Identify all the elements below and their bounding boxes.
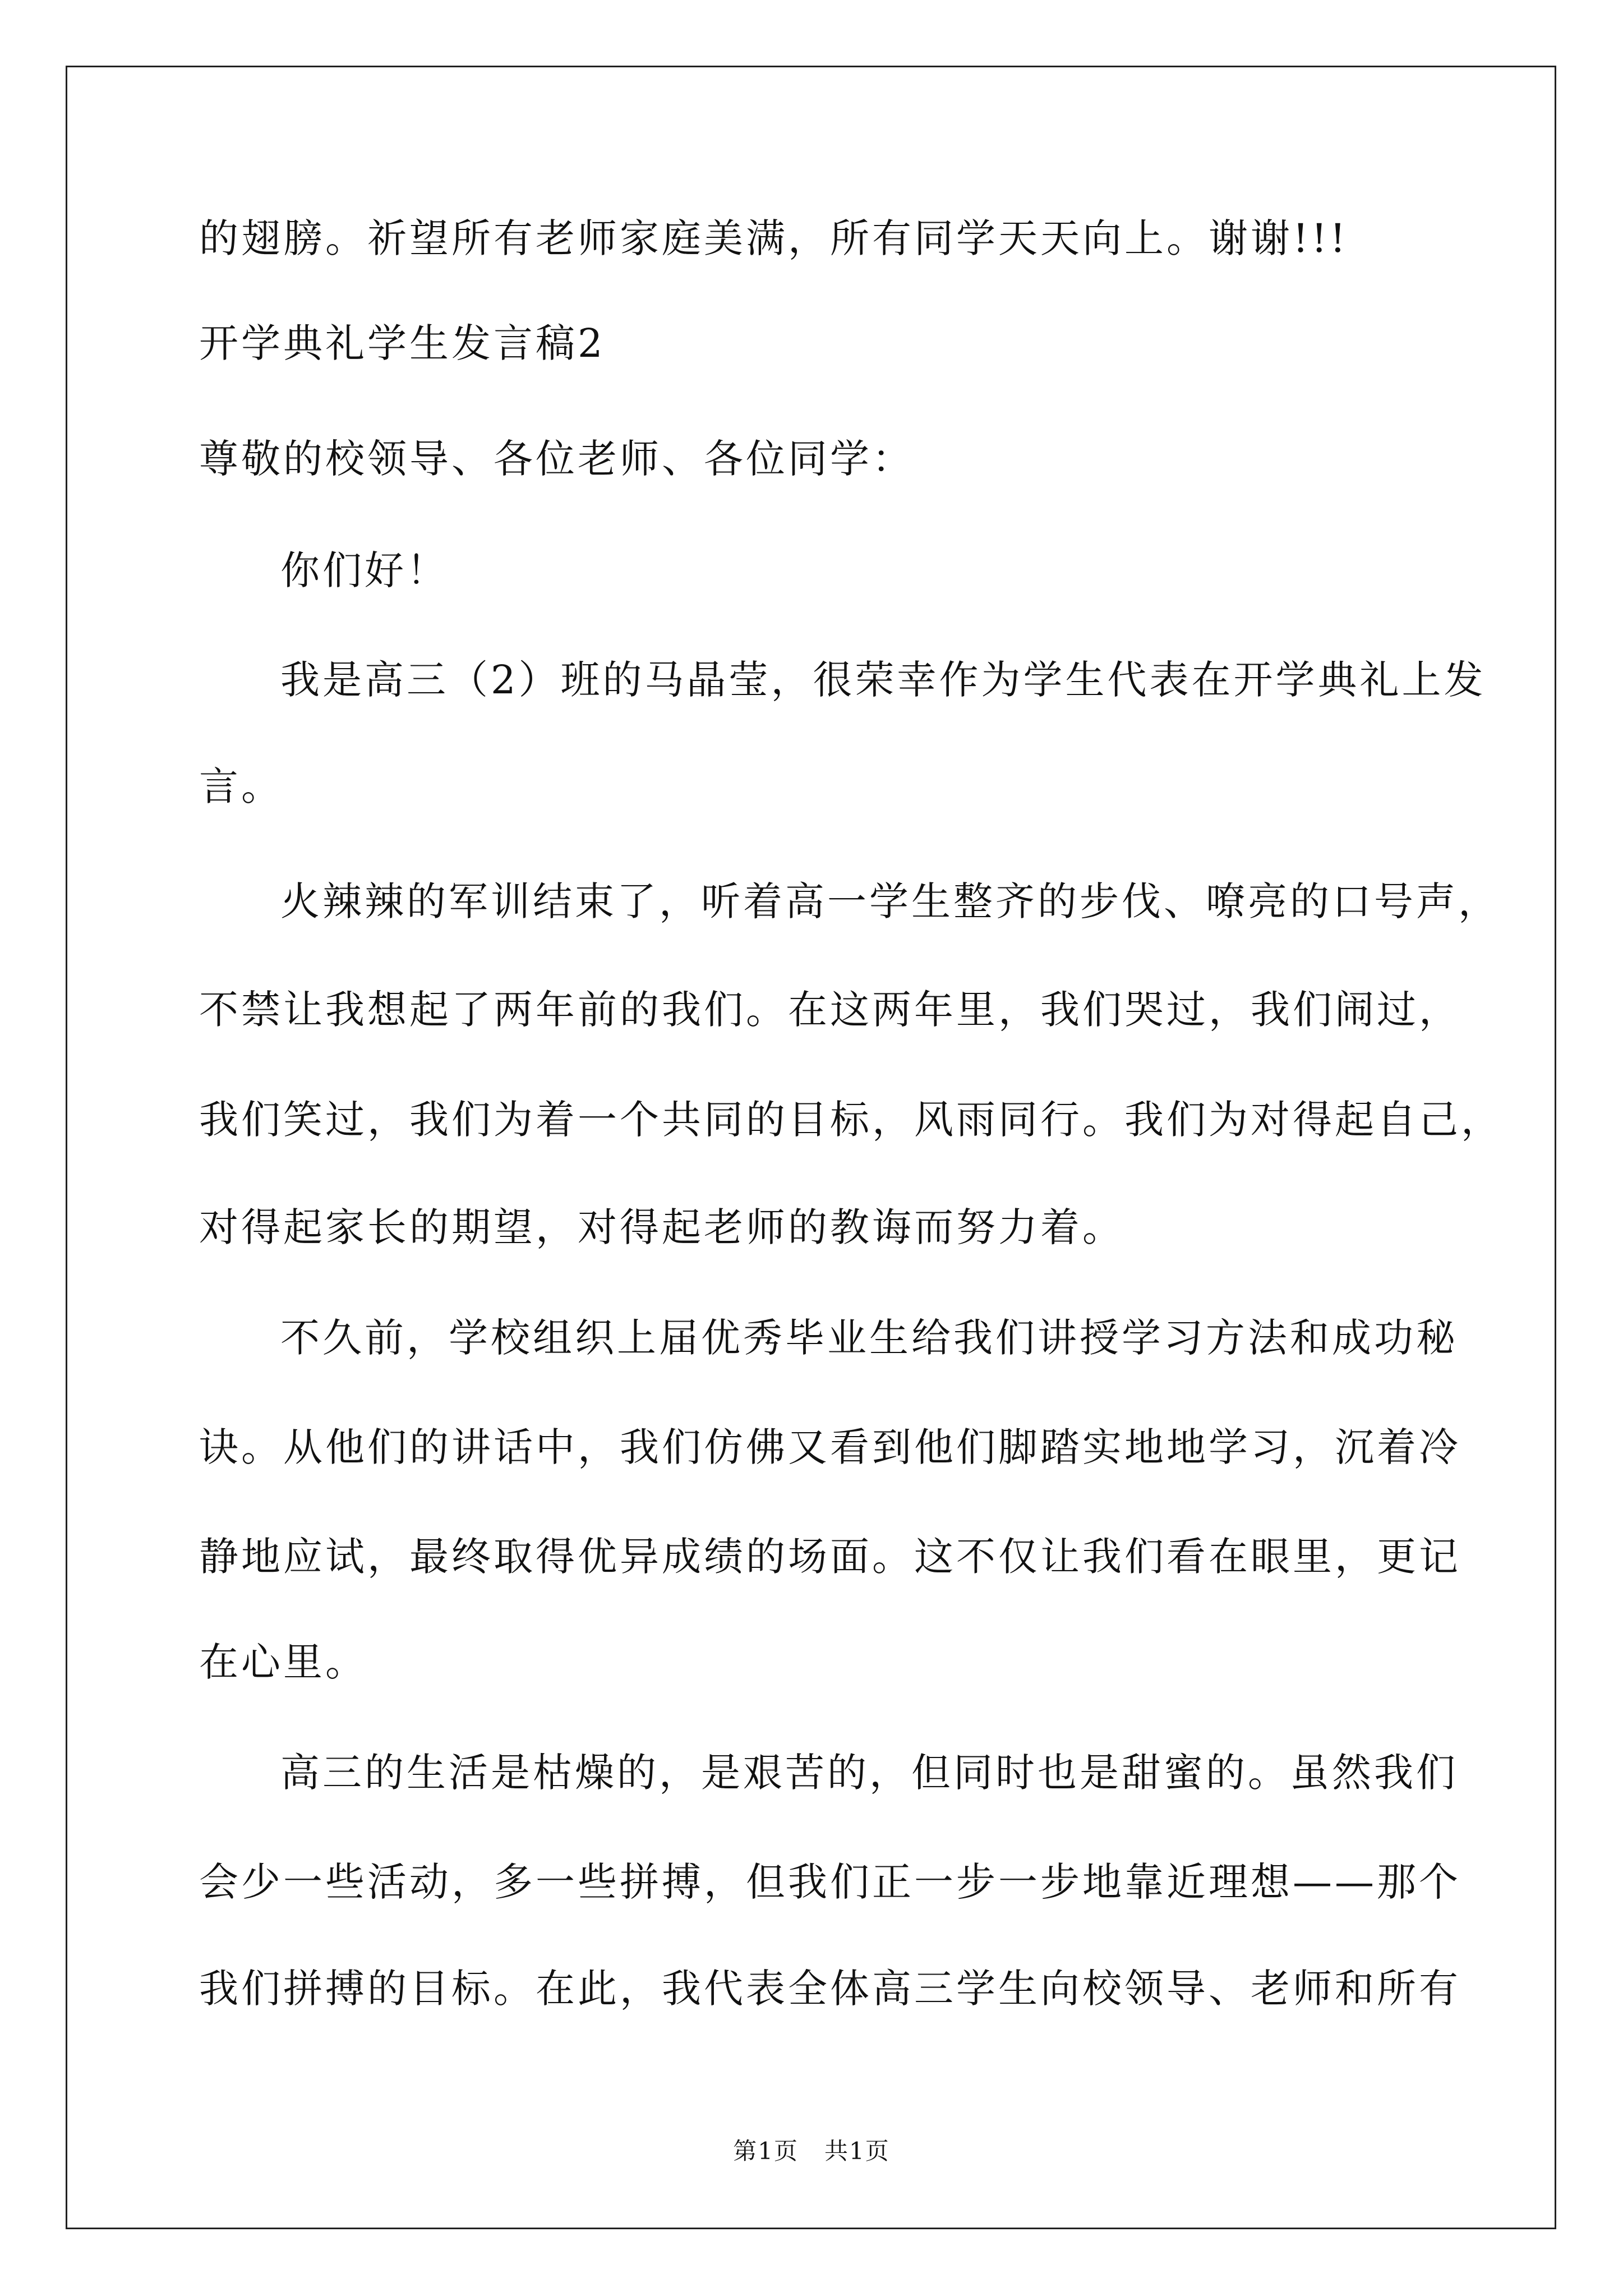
paragraph-line: 在心里。 bbox=[199, 1639, 367, 1685]
greeting: 你们好！ bbox=[280, 547, 449, 593]
paragraph-line: 高三的生活是枯燥的，是艰苦的，但同时也是甜蜜的。虽然我们 bbox=[280, 1750, 1458, 1796]
paragraph-line: 诀。从他们的讲话中，我们仿佛又看到他们脚踏实地地学习，沉着冷 bbox=[199, 1424, 1461, 1470]
paragraph-line: 不禁让我想起了两年前的我们。在这两年里，我们哭过，我们闹过， bbox=[199, 987, 1461, 1033]
page-footer: 第1页 共1页 bbox=[733, 2137, 890, 2165]
paragraph-line: 不久前，学校组织上届优秀毕业生给我们讲授学习方法和成功秘 bbox=[280, 1315, 1458, 1361]
paragraph-line: 会少一些活动，多一些拼搏，但我们正一步一步地靠近理想——那个 bbox=[199, 1859, 1461, 1905]
paragraph-line: 我们笑过，我们为着一个共同的目标，风雨同行。我们为对得起自己， bbox=[199, 1097, 1503, 1143]
paragraph-line: 的翅膀。祈望所有老师家庭美满，所有同学天天向上。谢谢!!! bbox=[199, 215, 1349, 261]
salutation: 尊敬的校领导、各位老师、各位同学： bbox=[199, 436, 914, 482]
paragraph-line: 我们拼搏的目标。在此，我代表全体高三学生向校领导、老师和所有 bbox=[199, 1966, 1461, 2012]
paragraph-line: 言。 bbox=[199, 763, 283, 809]
paragraph-line: 对得起家长的期望，对得起老师的教诲而努力着。 bbox=[199, 1204, 1124, 1250]
paragraph-line: 我是高三（2）班的马晶莹，很荣幸作为学生代表在开学典礼上发 bbox=[280, 657, 1486, 703]
paragraph-line: 静地应试，最终取得优异成绩的场面。这不仅让我们看在眼里，更记 bbox=[199, 1534, 1461, 1580]
section-title: 开学典礼学生发言稿2 bbox=[199, 320, 606, 366]
paragraph-line: 火辣辣的军训结束了，听着高一学生整齐的步伐、嘹亮的口号声， bbox=[280, 878, 1500, 924]
